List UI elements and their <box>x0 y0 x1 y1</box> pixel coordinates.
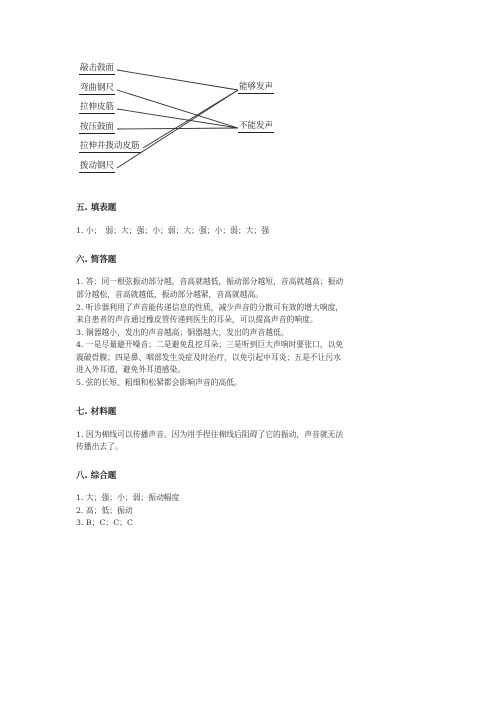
left-item: 拉伸皮筋 <box>80 102 115 112</box>
left-item: 拨动钢尺 <box>80 161 115 171</box>
section-title: 六. 简答题 <box>76 255 117 265</box>
answer-line: 4. 一是尽量避开噪音；二是避免乱挖耳朵；三是听到巨大声响时要张口，以免 <box>76 340 344 349</box>
answer-line: 震破骨膜；四是鼻、咽部发生炎症及时治疗，以免引起中耳炎；五是不让污水 <box>76 353 342 362</box>
section-title: 五. 填表题 <box>76 203 117 213</box>
section-title: 七. 材料题 <box>76 407 117 417</box>
left-item: 按压鼓面 <box>80 122 115 132</box>
answer-line: 2. 听诊器利用了声音能传递信息的性质，减少声音的分散可有效的增大响度， <box>76 303 344 312</box>
right-item: 不能发声 <box>239 121 274 131</box>
answer-line: 3. B；C；C；C <box>76 518 133 527</box>
left-item: 拉伸并拨动皮筋 <box>80 141 140 151</box>
answer-line: 1. 小； 弱；大；强；小；弱；大；强；小；弱；大；强 <box>76 226 270 235</box>
answer-line: 1. 大；强；小；弱；振动幅度 <box>76 493 180 502</box>
answer-line: 5. 弦的长短、粗细和松紧都会影响声音的高低。 <box>76 378 242 387</box>
answer-line: 进入外耳道，避免外耳道感染。 <box>76 365 186 374</box>
match-line <box>117 109 238 128</box>
answer-line: 来自患者的声音通过橡皮管传递到医生的耳朵，可以提高声音的响度。 <box>76 315 318 324</box>
match-line <box>117 70 238 90</box>
answer-line: 2. 高；低；振动 <box>76 506 133 515</box>
answer-line: 1. 因为棉线可以传播声音。因为用手捏住棉线后阻碍了它的振动，声音就无法 <box>76 430 344 439</box>
answer-line: 传播出去了。 <box>76 442 123 451</box>
matching-diagram <box>0 0 500 190</box>
answer-line: 1. 答：同一根弦振动部分越，音高就越低，振动部分越短，音高就越高；振动 <box>76 277 344 286</box>
section-title: 八. 综合题 <box>76 471 117 481</box>
right-item: 能够发声 <box>239 82 274 92</box>
answer-line: 部分越松，音高就越低，振动部分越紧，音高就越高。 <box>76 290 264 299</box>
left-item: 弯曲钢尺 <box>80 83 115 93</box>
left-item: 敲击鼓面 <box>80 63 115 73</box>
answer-line: 3. 铜器越小，发出的声音越高；铜器越大，发出的声音越低。 <box>76 328 289 337</box>
matching-lines <box>0 0 500 190</box>
match-line <box>117 90 238 128</box>
